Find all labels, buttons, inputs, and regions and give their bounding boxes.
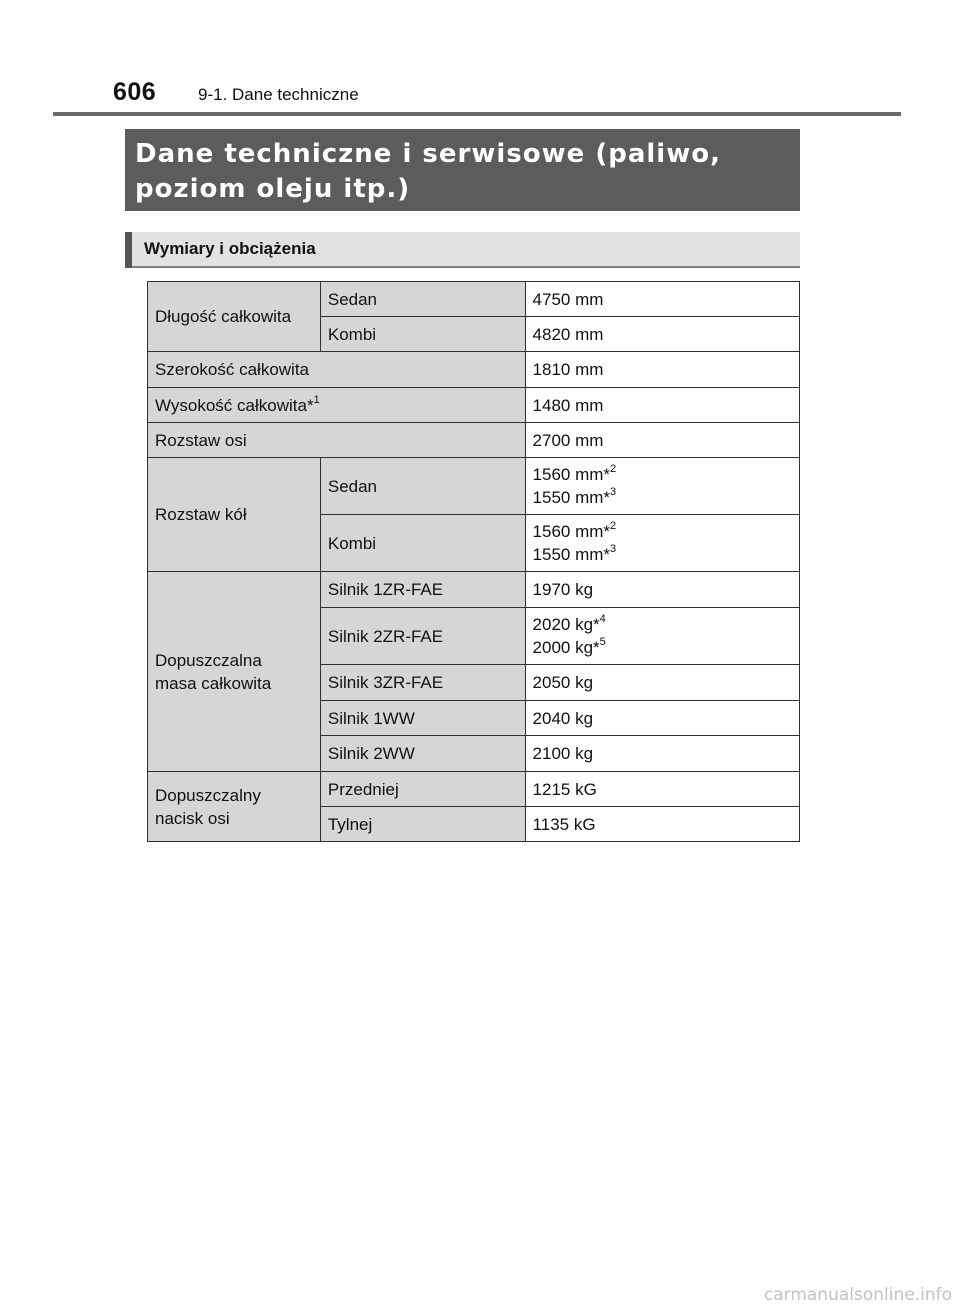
table-row: [148, 352, 800, 388]
table-row: [148, 423, 800, 458]
width-value: 1810 mm: [525, 352, 799, 388]
watermark: carmanualsonline.info: [763, 1285, 952, 1305]
subsection-title: Wymiary i obciążenia: [144, 239, 316, 258]
table-row: [148, 282, 800, 317]
subsection-accent-bar: [125, 232, 132, 268]
track-kombi-value: 1560 mm*$^2$ 1550 mm*$^3$: [525, 515, 799, 572]
footnote-ref: 4: [599, 613, 606, 626]
table-row: [148, 572, 800, 608]
gross-mass-label: Dopuszczalna masa całkowita: [148, 572, 321, 772]
length-label: Długość całkowita: [148, 282, 321, 352]
page-header: [0, 0, 960, 120]
length-sedan-label: Sedan: [320, 282, 525, 317]
width-label: Szerokość całkowita: [148, 352, 526, 388]
engine-value: 1970 kg: [525, 572, 799, 608]
footnote-ref: 1: [313, 393, 320, 406]
engine-label: Silnik 1ZR-FAE: [320, 572, 525, 608]
section-title: 9-1. Dane techniczne: [198, 85, 359, 104]
track-label: Rozstaw kół: [148, 458, 321, 572]
length-kombi-label: Kombi: [320, 317, 525, 352]
track-kombi-label: Kombi: [320, 515, 525, 572]
height-value: 1480 mm: [525, 388, 799, 423]
table-row: [148, 772, 800, 807]
engine-label: Silnik 3ZR-FAE: [320, 665, 525, 701]
engine-label: Silnik 1WW: [320, 701, 525, 736]
wheelbase-label: Rozstaw osi: [148, 423, 526, 458]
engine-value: 2100 kg: [525, 736, 799, 772]
footnote-ref: 3: [610, 486, 617, 499]
footnote-ref: 2: [610, 463, 617, 476]
footnote-ref: 5: [599, 636, 606, 649]
footnote-ref: 2: [610, 520, 617, 533]
track-sedan-label: Sedan: [320, 458, 525, 515]
engine-value: 2040 kg: [525, 701, 799, 736]
track-sedan-value: 1560 mm*$^2$ 1550 mm*$^3$: [525, 458, 799, 515]
axle-rear-value: 1135 kG: [525, 807, 799, 842]
wheelbase-value: 2700 mm: [525, 423, 799, 458]
engine-label: Silnik 2WW: [320, 736, 525, 772]
height-label: Wysokość całkowita*$^1$: [148, 388, 526, 423]
length-sedan-value: 4750 mm: [525, 282, 799, 317]
engine-value: 2020 kg*$^4$ 2000 kg*$^5$: [525, 608, 799, 665]
axle-front-value: 1215 kG: [525, 772, 799, 807]
table-row: [148, 388, 800, 423]
chapter-title-line-2: poziom oleju itp.): [135, 174, 411, 204]
engine-label: Silnik 2ZR-FAE: [320, 608, 525, 665]
footnote-ref: 3: [610, 543, 617, 556]
axle-rear-label: Tylnej: [320, 807, 525, 842]
axle-front-label: Przedniej: [320, 772, 525, 807]
table-row: [148, 458, 800, 515]
header-rule: [53, 112, 901, 116]
subsection-heading: [125, 232, 800, 268]
chapter-title: [125, 129, 800, 211]
engine-value: 2050 kg: [525, 665, 799, 701]
dimensions-table: [147, 281, 800, 842]
page-number: 606: [113, 78, 157, 106]
axle-load-label: Dopuszczalny nacisk osi: [148, 772, 321, 842]
chapter-title-line-1: Dane techniczne i serwisowe (paliwo,: [135, 139, 721, 169]
length-kombi-value: 4820 mm: [525, 317, 799, 352]
